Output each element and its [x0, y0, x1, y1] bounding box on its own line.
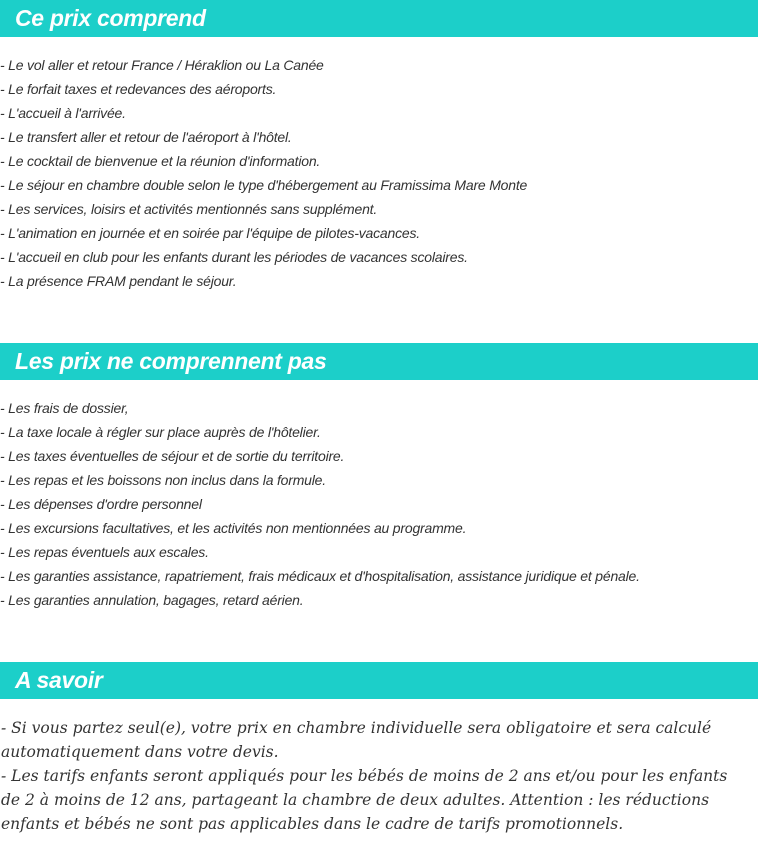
list-item: - Les dépenses d'ordre personnel: [0, 496, 202, 512]
list-item: - Le transfert aller et retour de l'aéroport à l'hôtel.: [0, 129, 292, 145]
list-item: - L'animation en journée et en soirée par l'équipe de pilotes-vacances.: [0, 225, 420, 241]
list-item: - Les garanties assistance, rapatriement, frais médicaux et d'hospitalisation, assistance juridique et pénale.: [0, 568, 640, 584]
list-item: - La présence FRAM pendant le séjour.: [0, 273, 237, 289]
info-text: [1, 716, 749, 836]
list-item: - L'accueil en club pour les enfants durant les périodes de vacances scolaires.: [0, 249, 468, 265]
list-item: - Le forfait taxes et redevances des aéroports.: [0, 81, 277, 97]
excluded-list: [0, 396, 640, 612]
section-title-excluded: Les prix ne comprennent pas: [15, 348, 327, 374]
section-header-excluded: [0, 343, 758, 380]
section-header-info: [0, 662, 758, 699]
list-item: - Les excursions facultatives, et les activités non mentionnées au programme.: [0, 520, 467, 536]
section-title-info: A savoir: [15, 667, 103, 693]
list-item: - Le cocktail de bienvenue et la réunion d'information.: [0, 153, 321, 169]
list-item: - Les repas et les boissons non inclus dans la formule.: [0, 472, 326, 488]
info-paragraph: - Les tarifs enfants seront appliqués pour les bébés de moins de 2 ans et/ou pour les enfants de 2 à moins de 12 ans, partageant la chambre de deux adultes. Attention : les réductions enfants et bébés ne sont pas applicables dans le cadre de tarifs promotionnels.: [1, 767, 728, 833]
list-item: - La taxe locale à régler sur place auprès de l'hôtelier.: [0, 424, 321, 440]
list-item: - Les repas éventuels aux escales.: [0, 544, 209, 560]
list-item: - Les garanties annulation, bagages, retard aérien.: [0, 592, 304, 608]
list-item: - Les frais de dossier,: [0, 400, 129, 416]
list-item: - Les taxes éventuelles de séjour et de sortie du territoire.: [0, 448, 345, 464]
included-list: [0, 53, 527, 293]
section-header-included: [0, 0, 758, 37]
list-item: - L'accueil à l'arrivée.: [0, 105, 126, 121]
info-paragraph: - Si vous partez seul(e), votre prix en chambre individuelle sera obligatoire et sera calculé automatiquement dans votre devis.: [1, 719, 712, 761]
list-item: - Les services, loisirs et activités mentionnés sans supplément.: [0, 201, 378, 217]
list-item: - Le vol aller et retour France / Héraklion ou La Canée: [0, 57, 324, 73]
list-item: - Le séjour en chambre double selon le type d'hébergement au Framissima Mare Monte: [0, 177, 528, 193]
section-title-included: Ce prix comprend: [15, 5, 206, 31]
